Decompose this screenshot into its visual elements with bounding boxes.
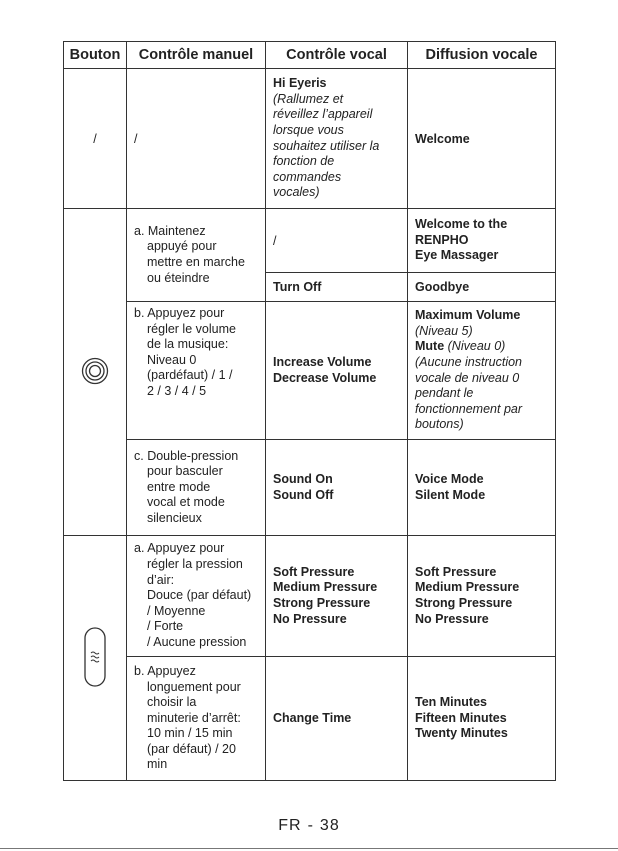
power-a-manual-cell (127, 209, 266, 302)
power-b-vocal: Increase Volume Decrease Volume (273, 354, 377, 385)
power-b-broadcast-max: Maximum Volume (415, 308, 521, 323)
page-footer (0, 817, 618, 835)
row1-button-cell (64, 69, 127, 209)
power-a-vocal-2-cell (266, 273, 408, 302)
power-b-manual: b. Appuyez pour régler le volume de la musique: Niveau 0 (pardéfaut) / 1 / 2 / 3 / 4 / 5 (134, 306, 236, 398)
power-ring-icon (81, 357, 109, 385)
power-c-vocal: Sound On Sound Off (273, 471, 334, 502)
table-row (64, 302, 556, 440)
table-row (64, 440, 556, 536)
pressure-button-cell (64, 536, 127, 781)
power-c-manual-cell (127, 440, 266, 536)
power-b-manual-cell (127, 302, 266, 440)
pressure-a-broadcast: Soft Pressure Medium Pressure Strong Pressure No Pressure (415, 564, 520, 626)
pressure-a-broadcast-cell (408, 536, 556, 657)
power-b-broadcast-mute-note: (Niveau 0) (Aucune instruction vocale de niveau 0 pendant le fonctionnement par boutons) (415, 339, 523, 432)
pressure-b-manual: b. Appuyez longuement pour choisir la minuterie d’arrêt: 10 min / 15 min (par défaut) / 20 min (134, 663, 241, 772)
power-a-broadcast-1-cell (408, 209, 556, 273)
pressure-b-manual-cell (127, 657, 266, 781)
power-c-broadcast-cell (408, 440, 556, 536)
power-a-broadcast-2-cell (408, 273, 556, 302)
row1-broadcast-cell (408, 69, 556, 209)
header-voice-control: Contrôle vocal (266, 42, 408, 69)
power-a-manual: a. Maintenez appuyé pour mettre en marche ou éteindre (134, 223, 245, 285)
power-c-broadcast: Voice Mode Silent Mode (415, 471, 486, 502)
row1-manual: / (134, 131, 138, 146)
power-a-vocal-1: / (273, 233, 277, 248)
footer-dash: - (307, 817, 314, 834)
power-a-vocal-1-cell (266, 209, 408, 273)
table-header-row (64, 42, 556, 69)
table-row (64, 536, 556, 657)
pressure-b-broadcast-cell (408, 657, 556, 781)
pressure-a-manual-cell (127, 536, 266, 657)
air-pressure-button-icon (84, 627, 106, 687)
power-a-broadcast-1: Welcome to the RENPHO Eye Massager (415, 217, 508, 263)
row1-vocal-cell (266, 69, 408, 209)
table-row (64, 657, 556, 781)
power-a-vocal-2: Turn Off (273, 280, 322, 294)
footer-language: FR (278, 817, 302, 834)
bottom-divider (0, 848, 618, 849)
header-voice-broadcast: Diffusion vocale (408, 42, 556, 69)
pressure-b-broadcast: Ten Minutes Fifteen Minutes Twenty Minutes (415, 695, 508, 741)
power-b-broadcast-max-note: (Niveau 5) (415, 323, 473, 338)
table-row (64, 69, 556, 209)
power-c-vocal-cell (266, 440, 408, 536)
power-button-cell (64, 209, 127, 536)
power-c-manual: c. Double-pression pour basculer entre mode vocal et mode silencieux (134, 448, 239, 525)
voice-control-table (63, 41, 556, 781)
power-b-broadcast-mute: Mute (415, 339, 445, 354)
row1-button: / (93, 131, 97, 146)
pressure-b-vocal: Change Time (273, 710, 352, 725)
power-b-broadcast-cell (408, 302, 556, 440)
row1-vocal-title: Hi Eyeris (273, 76, 327, 91)
pressure-a-vocal: Soft Pressure Medium Pressure Strong Pressure No Pressure (273, 564, 378, 626)
pressure-a-manual: a. Appuyez pour régler la pression d’air: Douce (par défaut) / Moyenne / Forte / Aucune pression (134, 541, 252, 649)
pressure-b-vocal-cell (266, 657, 408, 781)
table-row (64, 209, 556, 273)
header-manual-control: Contrôle manuel (127, 42, 266, 69)
row1-manual-cell (127, 69, 266, 209)
power-b-vocal-cell (266, 302, 408, 440)
pressure-a-vocal-cell (266, 536, 408, 657)
row1-broadcast: Welcome (415, 131, 470, 146)
header-button: Bouton (64, 42, 127, 69)
footer-page-number: 38 (319, 817, 340, 834)
power-a-broadcast-2: Goodbye (415, 280, 470, 294)
row1-vocal-note: (Rallumez et réveillez l’appareil lorsque vous souhaitez utiliser la fonction de commandes vocales) (273, 91, 380, 200)
